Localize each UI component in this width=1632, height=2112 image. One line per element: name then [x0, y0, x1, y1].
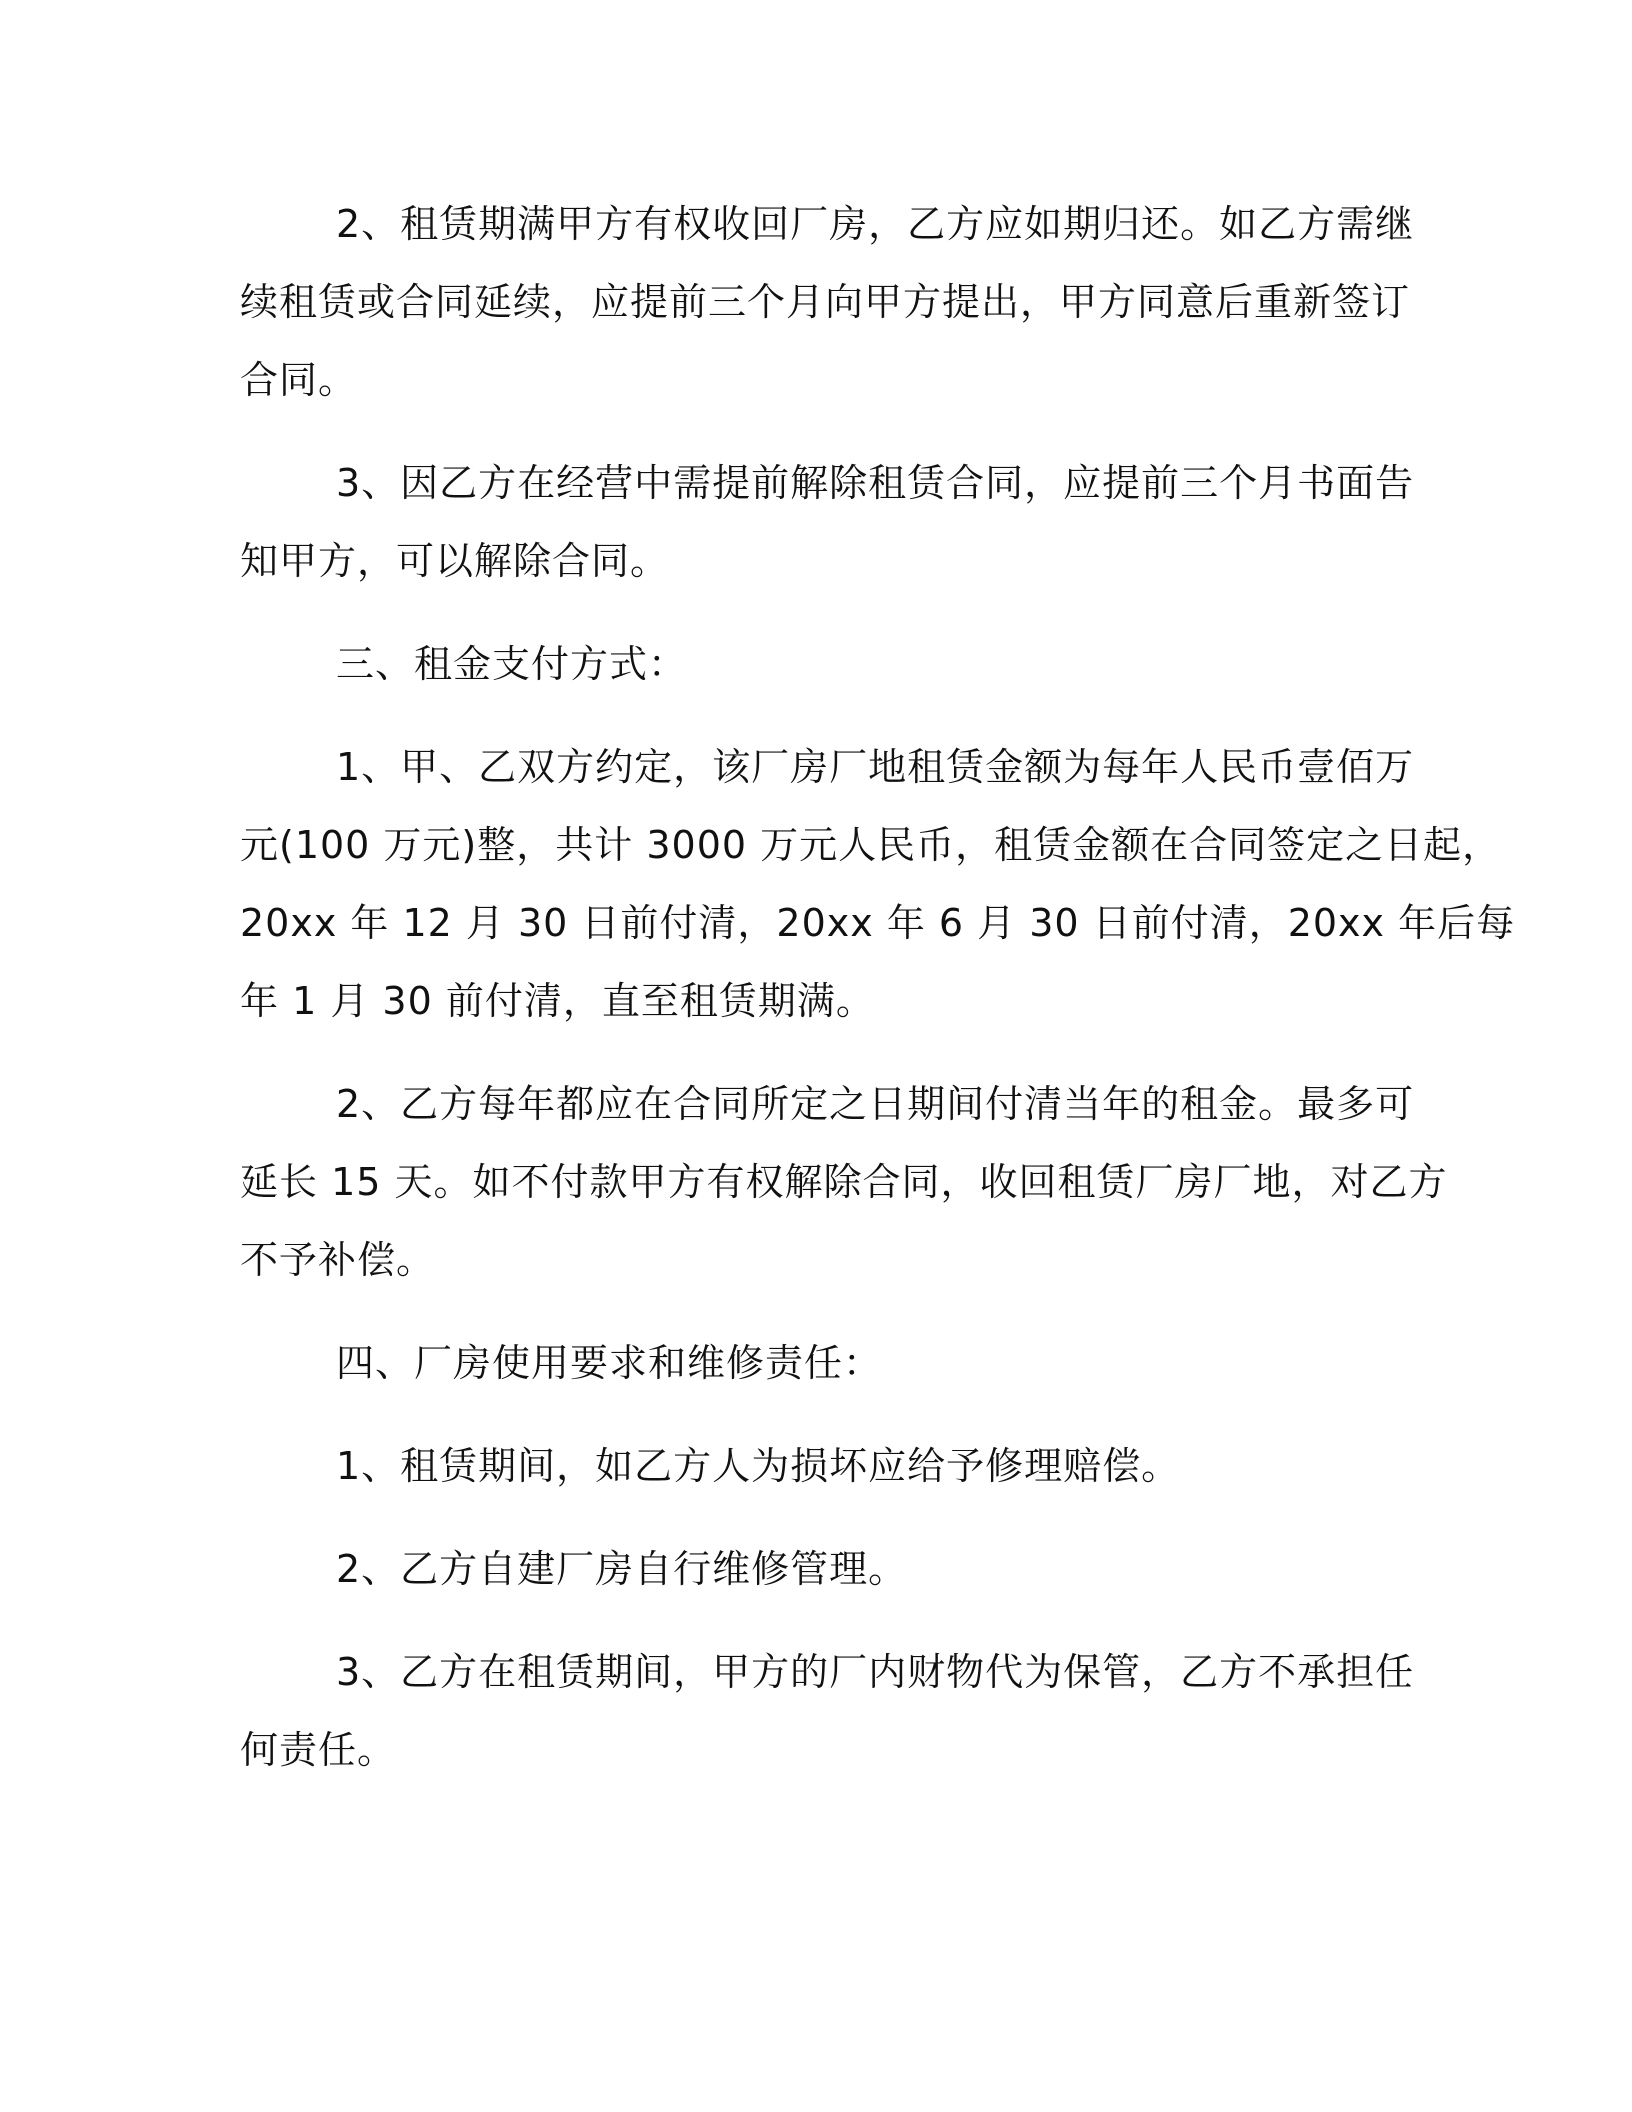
clause-2-rent-deadline — [240, 1065, 1448, 1299]
section-heading-usage-maintenance — [240, 1324, 1400, 1402]
text-line: 延长 15 天。如不付款甲方有权解除合同，收回租赁厂房厂地，对乙方 — [240, 1160, 1448, 1204]
clause-3-early-termination — [240, 444, 1415, 600]
text-line: 何责任。 — [240, 1728, 397, 1772]
section-heading: 四、厂房使用要求和维修责任： — [336, 1341, 883, 1385]
text-line: 续租赁或合同延续，应提前三个月向甲方提出，甲方同意后重新签订 — [240, 280, 1411, 324]
text-line: 1、甲、乙双方约定，该厂房厂地租赁金额为每年人民币壹佰万 — [336, 745, 1415, 789]
text-line: 合同。 — [240, 358, 358, 402]
section-heading-rent-payment — [240, 625, 1400, 703]
text-line: 知甲方，可以解除合同。 — [240, 539, 670, 583]
clause-2-self-maintenance — [240, 1530, 1400, 1608]
section-heading: 三、租金支付方式： — [336, 642, 688, 686]
text-line: 元(100 万元)整，共计 3000 万元人民币，租赁金额在合同签定之日起， — [240, 823, 1502, 867]
text-line: 2、乙方自建厂房自行维修管理。 — [336, 1547, 908, 1591]
clause-1-damage-compensation — [240, 1427, 1400, 1505]
text-line: 3、因乙方在经营中需提前解除租赁合同，应提前三个月书面告 — [336, 461, 1415, 505]
clause-2-lease-expiry — [240, 185, 1415, 419]
text-line: 年 1 月 30 前付清，直至租赁期满。 — [240, 979, 875, 1023]
text-line: 3、乙方在租赁期间，甲方的厂内财物代为保管，乙方不承担任 — [336, 1650, 1415, 1694]
clause-3-property-custody — [240, 1633, 1415, 1789]
document-body — [240, 185, 1516, 1814]
text-line: 2、租赁期满甲方有权收回厂房，乙方应如期归还。如乙方需继 — [336, 202, 1415, 246]
text-line: 20xx 年 12 月 30 日前付清，20xx 年 6 月 30 日前付清，20xx 年后每 — [240, 901, 1516, 945]
text-line: 不予补偿。 — [240, 1238, 436, 1282]
clause-1-rent-amount — [240, 728, 1516, 1040]
text-line: 2、乙方每年都应在合同所定之日期间付清当年的租金。最多可 — [336, 1082, 1415, 1126]
text-line: 1、租赁期间，如乙方人为损坏应给予修理赔偿。 — [336, 1444, 1181, 1488]
